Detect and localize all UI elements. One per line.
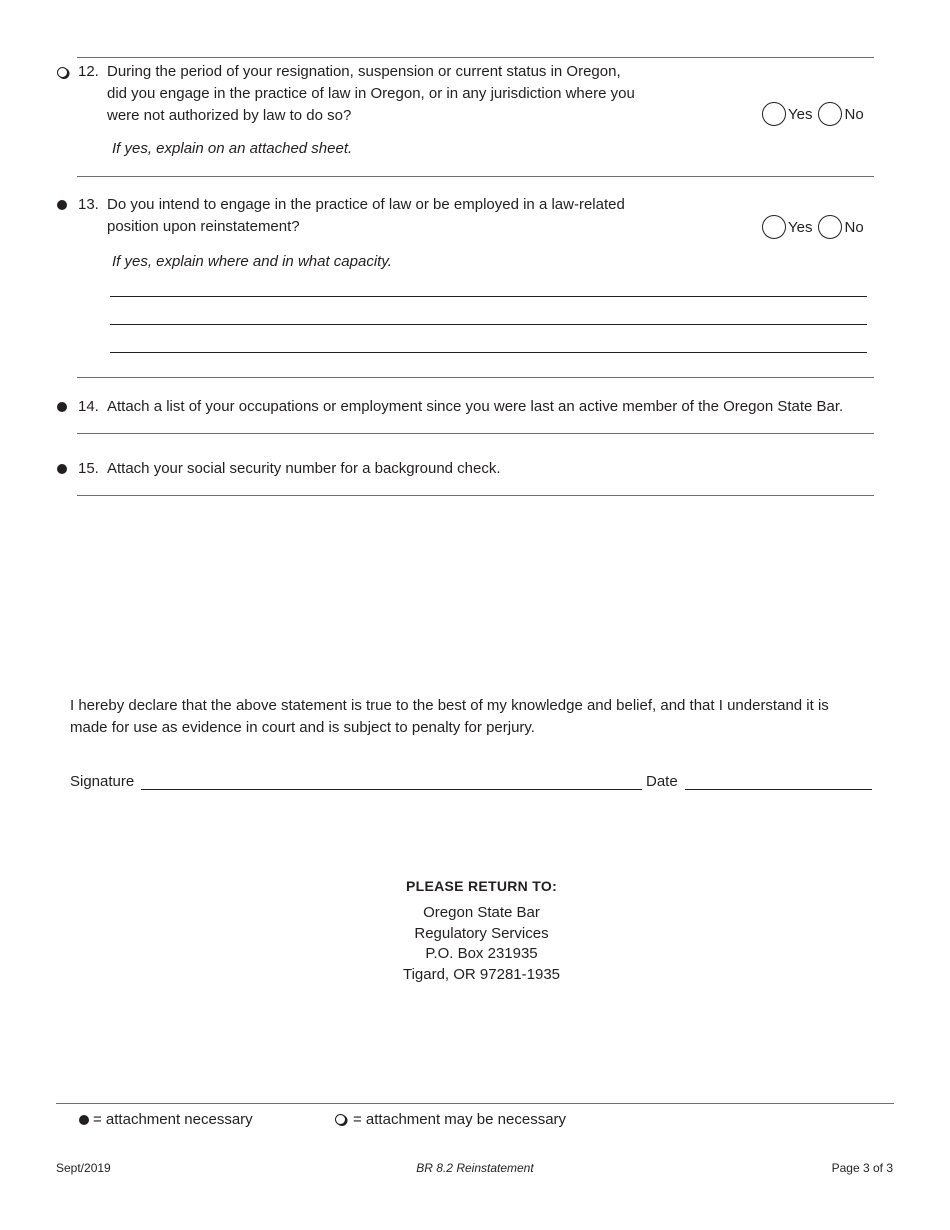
question-15-text: Attach your social security number for a background check.: [107, 460, 501, 477]
return-address-line-3: P.O. Box 231935: [425, 945, 538, 962]
attachment-necessary-icon: [79, 1115, 89, 1125]
return-address-line-1: Oregon State Bar: [423, 904, 540, 921]
legend-divider: [56, 1103, 894, 1104]
declaration-line-1: I hereby declare that the above statement is true to the best of my knowledge and belief, and that I understand it is: [70, 697, 829, 714]
legend-necessary: = attachment necessary: [93, 1111, 253, 1128]
question-12-no-label: No: [844, 105, 864, 123]
question-13-answer-line-3[interactable]: [110, 352, 867, 353]
question-12-note: If yes, explain on an attached sheet.: [112, 140, 353, 157]
question-12-text: [107, 61, 707, 127]
attachment-may-be-necessary-icon: [57, 67, 68, 78]
footer-date: Sept/2019: [56, 1161, 111, 1175]
question-13-no-label: No: [844, 218, 864, 236]
question-13-radio-group: [762, 215, 870, 239]
return-address-line-4: Tigard, OR 97281-1935: [402, 965, 561, 983]
date-label: Date: [646, 773, 678, 790]
question-13-text: [107, 194, 707, 238]
divider-15-end: [77, 495, 874, 496]
question-13-answer-line-2[interactable]: [110, 324, 867, 325]
footer-page-number: Page 3 of 3: [831, 1161, 893, 1175]
return-to-block: [0, 876, 950, 985]
declaration-line-2: made for use as evidence in court and is subject to penalty for perjury.: [70, 719, 535, 736]
question-12-number: 12.: [78, 63, 99, 80]
declaration: [70, 695, 890, 739]
signature-label: Signature: [70, 773, 135, 790]
question-13-answer-line-1[interactable]: [110, 296, 867, 297]
divider-13-14: [77, 377, 874, 378]
question-13-no-radio[interactable]: [818, 215, 842, 239]
question-13-line-1: Do you intend to engage in the practice of law or be employed in a law-related: [107, 196, 625, 213]
question-12-no-radio[interactable]: [818, 102, 842, 126]
question-12-line-3: were not authorized by law to do so?: [107, 107, 352, 124]
question-12-line-1: During the period of your resignation, suspension or current status in Oregon,: [107, 63, 621, 80]
footer-form-name: BR 8.2 Reinstatement: [416, 1161, 534, 1175]
question-13-number: 13.: [78, 196, 99, 213]
question-13-line-2: position upon reinstatement?: [107, 218, 300, 235]
question-13-yes-label: Yes: [788, 218, 813, 236]
question-14-text: Attach a list of your occupations or employment since you were last an active member of the Oregon State Bar.: [107, 398, 844, 415]
divider-top: [77, 57, 874, 58]
question-12-line-2: did you engage in the practice of law in Oregon, or in any jurisdiction where you: [107, 85, 635, 102]
question-14-number: 14.: [78, 398, 99, 415]
date-field[interactable]: [685, 789, 872, 790]
attachment-may-be-necessary-icon: [335, 1114, 346, 1125]
question-12-yes-label: Yes: [788, 105, 813, 123]
question-13-yes-radio[interactable]: [762, 215, 786, 239]
attachment-necessary-icon: [57, 464, 67, 474]
legend-may-be-necessary: = attachment may be necessary: [353, 1111, 567, 1128]
signature-field[interactable]: [141, 789, 642, 790]
question-12-radio-group: [762, 102, 870, 126]
return-to-heading: PLEASE RETURN TO:: [405, 878, 558, 894]
divider-12-13: [77, 176, 874, 177]
question-12-yes-radio[interactable]: [762, 102, 786, 126]
divider-14-15: [77, 433, 874, 434]
question-15-number: 15.: [78, 460, 99, 477]
return-address-line-2: Regulatory Services: [414, 924, 549, 942]
attachment-necessary-icon: [57, 200, 67, 210]
question-13-note: If yes, explain where and in what capacity.: [112, 253, 392, 270]
attachment-necessary-icon: [57, 402, 67, 412]
